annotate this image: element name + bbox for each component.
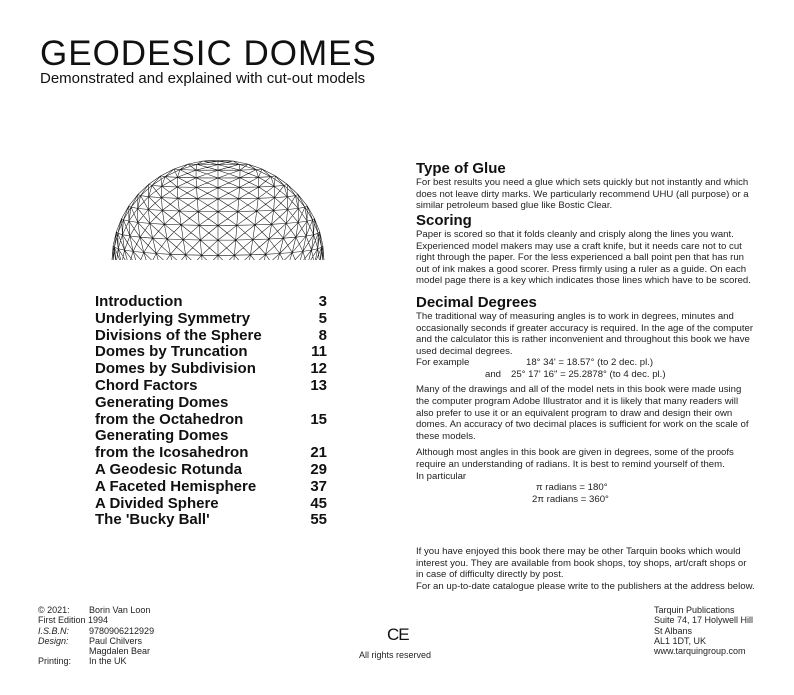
credit-label: Design: bbox=[38, 635, 69, 646]
toc-entry-label: Chord Factors bbox=[95, 376, 198, 394]
radians-formula-2: 2π radians = 360° bbox=[532, 493, 609, 505]
toc-entry bbox=[95, 428, 327, 445]
publisher-line: Tarquin Publications bbox=[654, 605, 735, 615]
radians-formula-1: π radians = 180° bbox=[536, 482, 608, 494]
toc-entry-label: Introduction bbox=[95, 293, 183, 310]
section-heading: Scoring bbox=[416, 212, 472, 229]
section-text: For best results you need a glue which sets quickly but not instantly and which does not leave dirty marks. We particularly recommend UHU (all purpose) or a similar petroleum based glue like Bostic Clear. bbox=[416, 177, 749, 212]
toc-entry bbox=[95, 462, 327, 479]
toc-entry-page: 45 bbox=[310, 494, 327, 512]
toc-entry-label: A Faceted Hemisphere bbox=[95, 477, 257, 495]
toc-entry bbox=[95, 294, 327, 311]
publisher-line: St Albans bbox=[654, 625, 693, 636]
book-title: GEODESIC DOMES bbox=[40, 34, 377, 73]
section-heading: Decimal Degrees bbox=[416, 294, 537, 311]
credit-value: 9780906212929 bbox=[89, 625, 155, 636]
toc-entry bbox=[95, 496, 327, 513]
section-text: The traditional way of measuring angles is to work in degrees, minutes and occasionally seconds if greater accuracy is required. In the age of the computer and the calculator this is rather inconvenient and throughout this book we have used decimal degrees. bbox=[416, 311, 754, 357]
toc-entry-page: 12 bbox=[310, 360, 327, 378]
toc-entry-label: Domes by Truncation bbox=[95, 343, 248, 361]
section-text: Many of the drawings and all of the model nets in this book were made using the computer program Adobe Illustrator and it is likely that many readers will also prefer to use it or an equivalent program to draw and design their own domes. An accuracy of two decimal places is sufficient for work on the scale of these models. bbox=[416, 384, 749, 442]
credit-line bbox=[38, 636, 238, 646]
toc-entry-page: 37 bbox=[310, 477, 327, 495]
toc-entry-page: 13 bbox=[310, 376, 327, 394]
section-text: Paper is scored so that it folds cleanly and crisply along the lines you want. Experienced model makers may use a craft knife, but it needs care not to cut right through the paper. For the less experienced a ball point pen that has run out of ink makes a good scorer. Press firmly using a ruler as a guide. On each model page there is a key which indicates those lines which have to be scored. bbox=[416, 229, 751, 287]
closing-section bbox=[416, 546, 756, 592]
credits-block bbox=[38, 605, 238, 667]
toc-entry-label: A Divided Sphere bbox=[95, 494, 219, 512]
example-formula-1: 18° 34' = 18.57° (to 2 dec. pl.) bbox=[526, 357, 654, 369]
credit-line bbox=[38, 646, 238, 656]
toc-entry bbox=[95, 412, 327, 429]
credit-line bbox=[38, 656, 238, 666]
toc-entry-page: 55 bbox=[310, 511, 327, 529]
example-formula-2: 25° 17' 16" = 25.2878° (to 4 dec. pl.) bbox=[511, 368, 666, 380]
credit-value: Paul Chilvers bbox=[89, 635, 143, 646]
credit-label: I.S.B.N: bbox=[38, 625, 70, 636]
toc-entry bbox=[95, 378, 327, 395]
toc-entry bbox=[95, 479, 327, 496]
in-particular-label: In particular bbox=[416, 470, 467, 482]
toc-entry-label: from the Icosahedron bbox=[95, 444, 249, 462]
toc-entry-label: Generating Domes bbox=[95, 393, 229, 411]
credit-value: Magdalen Bear bbox=[89, 646, 151, 657]
rights-notice: All rights reserved bbox=[359, 650, 432, 660]
toc-entry-page: 21 bbox=[310, 444, 327, 462]
credit-label: Printing: bbox=[38, 656, 72, 667]
section-heading: Type of Glue bbox=[416, 160, 506, 177]
credit-label: © 2021: bbox=[38, 605, 70, 615]
toc-entry-label: Divisions of the Sphere bbox=[95, 326, 262, 344]
toc-entry bbox=[95, 311, 327, 328]
publisher-line: AL1 1DT, UK bbox=[654, 635, 707, 646]
toc-entry bbox=[95, 361, 327, 378]
toc-entry-label: Underlying Symmetry bbox=[95, 309, 251, 327]
toc-entry bbox=[95, 395, 327, 412]
geodesic-dome-illustration bbox=[110, 160, 326, 260]
toc-entry bbox=[95, 445, 327, 462]
closing-text: For an up-to-date catalogue please write to the publishers at the address below. bbox=[416, 580, 755, 592]
credit-line bbox=[38, 605, 238, 615]
toc-entry-page: 5 bbox=[318, 309, 327, 327]
closing-text: If you have enjoyed this book there may be other Tarquin books which would interest you. They are available from book shops, toy shops, art/craft shops or in case of difficulty directly by post. bbox=[416, 546, 747, 581]
type-of-glue-section bbox=[416, 160, 756, 212]
toc-entry-label: Domes by Subdivision bbox=[95, 360, 256, 378]
toc-entry bbox=[95, 344, 327, 361]
credit-value: In the UK bbox=[89, 656, 127, 667]
toc-entry-page: 29 bbox=[310, 460, 327, 478]
toc-entry-label: Generating Domes bbox=[95, 427, 229, 445]
toc-entry bbox=[95, 328, 327, 345]
ce-mark: CE bbox=[387, 625, 409, 644]
scoring-section bbox=[416, 212, 756, 287]
credit-value: Borin Van Loon bbox=[89, 605, 151, 615]
credit-line bbox=[38, 626, 238, 636]
section-text: Although most angles in this book are given in degrees, some of the proofs require an understanding of radians. It is best to remind yourself of them. bbox=[416, 447, 734, 470]
toc-entry-page: 8 bbox=[318, 326, 327, 344]
toc-entry-page: 11 bbox=[311, 343, 327, 361]
publisher-line: Suite 74, 17 Holywell Hill bbox=[654, 615, 754, 626]
example-label: For example bbox=[416, 357, 470, 369]
decimal-degrees-section bbox=[416, 294, 756, 505]
dome-wireframe bbox=[112, 160, 324, 260]
publisher-address bbox=[654, 605, 789, 656]
example-block bbox=[416, 357, 756, 380]
and-label: and bbox=[485, 368, 502, 380]
publisher-line: www.tarquingroup.com bbox=[654, 646, 746, 657]
toc-entry-page: 3 bbox=[318, 293, 327, 310]
credit-line bbox=[38, 615, 238, 625]
table-of-contents bbox=[95, 294, 327, 529]
book-subtitle: Demonstrated and explained with cut-out models bbox=[40, 70, 366, 87]
toc-entry bbox=[95, 512, 327, 529]
toc-entry-label: A Geodesic Rotunda bbox=[95, 460, 242, 478]
toc-entry-label: from the Octahedron bbox=[95, 410, 244, 428]
toc-entry-label: The 'Bucky Ball' bbox=[95, 511, 210, 529]
credit-label: First Edition 1994 bbox=[38, 615, 109, 626]
toc-entry-page: 15 bbox=[310, 410, 327, 428]
